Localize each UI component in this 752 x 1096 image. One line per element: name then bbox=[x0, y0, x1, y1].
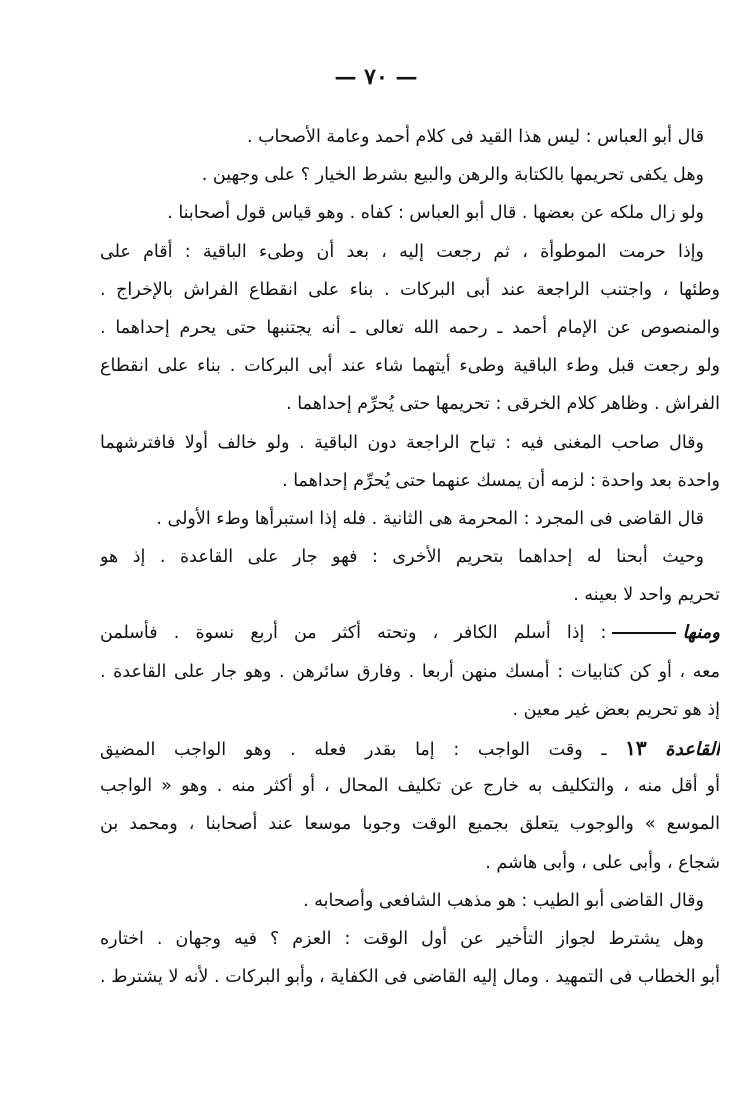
text-line bbox=[100, 347, 720, 385]
text-line bbox=[100, 424, 720, 462]
text-line bbox=[100, 309, 720, 347]
line-text: الموسع » والوجوب يتعلق بجميع الوقت وجوبا موسعا عند أصحابنا ، ومحمد بن bbox=[100, 814, 720, 835]
section-heading: ومنها bbox=[682, 622, 720, 644]
line-text: تحريم واحد لا بعينه . bbox=[573, 585, 720, 606]
text-line bbox=[100, 271, 720, 309]
text-line bbox=[100, 194, 720, 232]
line-text: قال أبو العباس : ليس هذا القيد فى كلام أحمد وعامة الأصحاب . bbox=[246, 127, 704, 147]
text-line bbox=[100, 233, 720, 271]
rule-number: ١٣ bbox=[625, 736, 647, 760]
line-text: وطئها ، واجتنب الراجعة عند أبى البركات . بناء على انقطاع الفراش بالإخراج . bbox=[100, 279, 720, 300]
text-line bbox=[100, 156, 720, 194]
line-text: وقال القاضى أبو الطيب : هو مذهب الشافعى وأصحابه . bbox=[303, 890, 704, 911]
text-line bbox=[100, 920, 720, 958]
line-text: معه ، أو كن كتابيات : أمسك منهن أربعا . وفارق سائرهن . وهو جار على القاعدة . bbox=[100, 661, 720, 682]
line-text: والمنصوص عن الإمام أحمد ـ رحمه الله تعالى ـ أنه يجتنبها حتى يحرم إحداهما . bbox=[100, 317, 720, 338]
line-text: وقال صاحب المغنى فيه : تباح الراجعة دون الباقية . ولو خالف أولا فافترشهما bbox=[100, 432, 704, 453]
page-number: — ٧٠ — bbox=[334, 64, 418, 90]
line-text: أو أقل منه ، والتكليف به خارج عن تكليف المحال ، أو أكثر منه . وهو « الواجب bbox=[100, 776, 720, 797]
text-line bbox=[100, 538, 720, 576]
text-line bbox=[100, 653, 720, 691]
text-line bbox=[100, 462, 720, 500]
text-line bbox=[100, 614, 720, 652]
text-line bbox=[100, 805, 720, 843]
line-text: وإذا حرمت الموطوأة ، ثم رجعت إليه ، بعد أن وطىء الباقية : أقام على bbox=[100, 241, 704, 262]
line-text: ـ وقت الواجب : إما بقدر فعله . وهو الواجب المضيق bbox=[100, 740, 607, 760]
text-line bbox=[100, 576, 720, 614]
heading-underline bbox=[612, 632, 676, 634]
line-text: وهل يكفى تحريمها بالكتابة والرهن والبيع بشرط الخيار ؟ على وجهين . bbox=[201, 165, 704, 186]
line-text: قال القاضى فى المجرد : المحرمة هى الثانية . فله إذا استبرأها وطء الأولى . bbox=[156, 508, 704, 529]
text-line bbox=[100, 691, 720, 729]
line-text: شجاع ، وأبى على ، وأبى هاشم . bbox=[485, 852, 720, 873]
text-line bbox=[100, 767, 720, 805]
line-text: ولو زال ملكه عن بعضها . قال أبو العباس : كفاه . وهو قياس قول أصحابنا . bbox=[167, 203, 704, 224]
line-text: الفراش . وظاهر كلام الخرقى : تحريمها حتى يُحرِّم إحداهما . bbox=[286, 394, 720, 415]
text-line bbox=[100, 958, 720, 996]
text-line bbox=[100, 882, 720, 920]
line-text: أبو الخطاب فى التمهيد . ومال إليه القاضى فى الكفاية ، وأبو البركات . لأنه لا يشترط . bbox=[100, 967, 720, 988]
line-text: واحدة بعد واحدة : لزمه أن يمسك عنهما حتى يُحرِّم إحداهما . bbox=[282, 470, 720, 491]
line-text: : إذا أسلم الكافر ، وتحته أكثر من أربع نسوة . فأسلمن bbox=[100, 623, 607, 644]
text-line bbox=[100, 844, 720, 882]
text-line bbox=[100, 118, 720, 156]
text-line bbox=[100, 729, 720, 767]
section-heading: القاعدة bbox=[665, 739, 720, 760]
text-line bbox=[100, 500, 720, 538]
line-text: إذ هو تحريم بعض غير معين . bbox=[512, 699, 720, 720]
line-text: وحيث أبحنا له إحداهما بتحريم الأخرى : فهو جار على القاعدة . إذ هو bbox=[100, 547, 704, 568]
line-text: وهل يشترط لجواز التأخير عن أول الوقت : العزم ؟ فيه وجهان . اختاره bbox=[100, 928, 704, 949]
page-body bbox=[100, 118, 720, 996]
text-line bbox=[100, 385, 720, 423]
line-text: ولو رجعت قبل وطء الباقية وطىء أيتهما شاء عند أبى البركات . بناء على انقطاع bbox=[100, 356, 720, 377]
